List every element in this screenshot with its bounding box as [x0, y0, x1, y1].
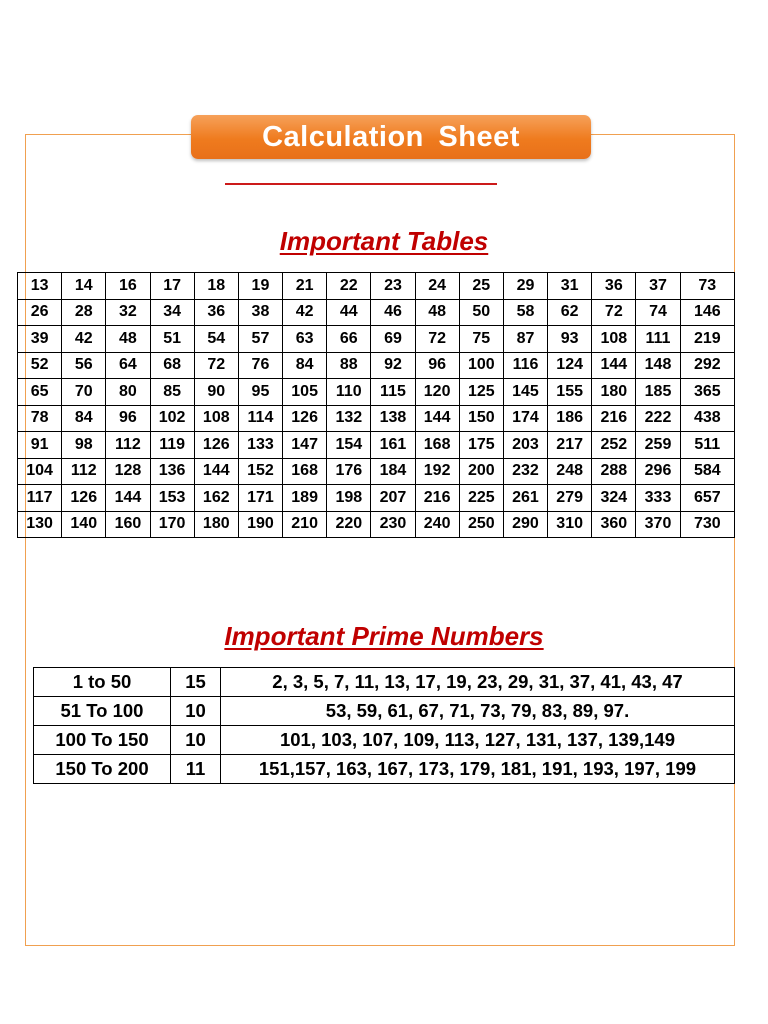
table-cell: 92: [371, 352, 415, 379]
table-cell: 68: [150, 352, 194, 379]
table-cell: 37: [636, 273, 680, 300]
table-cell: 133: [238, 432, 282, 459]
table-cell: 38: [238, 299, 282, 326]
table-cell: 144: [415, 405, 459, 432]
table-cell: 155: [548, 379, 592, 406]
prime-range-row: [34, 755, 735, 784]
table-cell: 126: [194, 432, 238, 459]
table-cell: 52: [18, 352, 62, 379]
table-cell: 100: [459, 352, 503, 379]
table-cell: 125: [459, 379, 503, 406]
table-cell: 104: [18, 458, 62, 485]
table-cell: 657: [680, 485, 734, 512]
table-cell: 96: [106, 405, 150, 432]
table-cell: 25: [459, 273, 503, 300]
table-cell: 63: [283, 326, 327, 353]
table-cell: 14: [62, 273, 106, 300]
table-cell: 62: [548, 299, 592, 326]
table-cell: 117: [18, 485, 62, 512]
page-title: Calculation Sheet: [262, 120, 520, 153]
table-cell: 186: [548, 405, 592, 432]
prime-numbers-table: [33, 667, 735, 784]
table-cell: 128: [106, 458, 150, 485]
table-cell: 48: [106, 326, 150, 353]
table-cell: 73: [680, 273, 734, 300]
table-cell: 91: [18, 432, 62, 459]
table-cell: 108: [592, 326, 636, 353]
table-row: [18, 326, 735, 353]
count-cell: 10: [171, 726, 221, 755]
table-cell: 23: [371, 273, 415, 300]
table-cell: 180: [194, 511, 238, 538]
primes-list-cell: 2, 3, 5, 7, 11, 13, 17, 19, 23, 29, 31, 37, 41, 43, 47: [221, 668, 735, 697]
primes-heading: Important Prime Numbers: [224, 621, 544, 651]
table-cell: 120: [415, 379, 459, 406]
table-cell: 85: [150, 379, 194, 406]
table-cell: 438: [680, 405, 734, 432]
table-cell: 21: [283, 273, 327, 300]
table-cell: 72: [592, 299, 636, 326]
table-cell: 144: [106, 485, 150, 512]
prime-range-row: [34, 697, 735, 726]
table-cell: 98: [62, 432, 106, 459]
table-cell: 112: [106, 432, 150, 459]
page-title-banner: [191, 115, 591, 159]
table-row: [18, 273, 735, 300]
table-cell: 185: [636, 379, 680, 406]
table-cell: 145: [503, 379, 547, 406]
table-cell: 84: [283, 352, 327, 379]
table-cell: 170: [150, 511, 194, 538]
table-cell: 279: [548, 485, 592, 512]
count-cell: 11: [171, 755, 221, 784]
table-cell: 88: [327, 352, 371, 379]
count-cell: 10: [171, 697, 221, 726]
table-cell: 161: [371, 432, 415, 459]
table-cell: 130: [18, 511, 62, 538]
table-cell: 138: [371, 405, 415, 432]
table-cell: 225: [459, 485, 503, 512]
table-row: [18, 379, 735, 406]
table-cell: 292: [680, 352, 734, 379]
table-cell: 360: [592, 511, 636, 538]
table-cell: 29: [503, 273, 547, 300]
table-cell: 192: [415, 458, 459, 485]
table-cell: 31: [548, 273, 592, 300]
table-cell: 154: [327, 432, 371, 459]
table-cell: 162: [194, 485, 238, 512]
table-cell: 22: [327, 273, 371, 300]
table-cell: 74: [636, 299, 680, 326]
table-cell: 290: [503, 511, 547, 538]
table-cell: 222: [636, 405, 680, 432]
table-cell: 39: [18, 326, 62, 353]
table-cell: 95: [238, 379, 282, 406]
table-cell: 216: [415, 485, 459, 512]
table-cell: 56: [62, 352, 106, 379]
range-cell: 150 To 200: [34, 755, 171, 784]
table-cell: 28: [62, 299, 106, 326]
table-cell: 198: [327, 485, 371, 512]
table-cell: 216: [592, 405, 636, 432]
table-cell: 90: [194, 379, 238, 406]
table-row: [18, 432, 735, 459]
table-cell: 152: [238, 458, 282, 485]
table-cell: 36: [592, 273, 636, 300]
table-cell: 19: [238, 273, 282, 300]
table-cell: 511: [680, 432, 734, 459]
table-cell: 296: [636, 458, 680, 485]
table-cell: 168: [415, 432, 459, 459]
table-cell: 80: [106, 379, 150, 406]
table-cell: 54: [194, 326, 238, 353]
table-cell: 57: [238, 326, 282, 353]
table-cell: 232: [503, 458, 547, 485]
table-cell: 69: [371, 326, 415, 353]
table-cell: 87: [503, 326, 547, 353]
table-row: [18, 511, 735, 538]
primes-list-cell: 101, 103, 107, 109, 113, 127, 131, 137, 139,149: [221, 726, 735, 755]
table-cell: 93: [548, 326, 592, 353]
table-cell: 70: [62, 379, 106, 406]
table-cell: 171: [238, 485, 282, 512]
table-cell: 51: [150, 326, 194, 353]
table-cell: 72: [194, 352, 238, 379]
table-cell: 310: [548, 511, 592, 538]
table-cell: 44: [327, 299, 371, 326]
table-cell: 58: [503, 299, 547, 326]
table-cell: 105: [283, 379, 327, 406]
table-cell: 102: [150, 405, 194, 432]
multiplication-table: [17, 272, 735, 538]
table-cell: 324: [592, 485, 636, 512]
range-cell: 1 to 50: [34, 668, 171, 697]
table-cell: 78: [18, 405, 62, 432]
table-cell: 34: [150, 299, 194, 326]
table-cell: 18: [194, 273, 238, 300]
table-cell: 136: [150, 458, 194, 485]
table-cell: 13: [18, 273, 62, 300]
table-cell: 16: [106, 273, 150, 300]
table-cell: 36: [194, 299, 238, 326]
table-cell: 190: [238, 511, 282, 538]
table-cell: 584: [680, 458, 734, 485]
table-row: [18, 485, 735, 512]
title-underline-rule: [225, 183, 497, 185]
table-cell: 75: [459, 326, 503, 353]
table-cell: 259: [636, 432, 680, 459]
table-cell: 203: [503, 432, 547, 459]
table-cell: 144: [592, 352, 636, 379]
table-cell: 126: [62, 485, 106, 512]
table-cell: 146: [680, 299, 734, 326]
table-cell: 207: [371, 485, 415, 512]
table-cell: 240: [415, 511, 459, 538]
table-row: [18, 299, 735, 326]
table-cell: 24: [415, 273, 459, 300]
table-cell: 333: [636, 485, 680, 512]
table-cell: 144: [194, 458, 238, 485]
table-cell: 108: [194, 405, 238, 432]
prime-range-row: [34, 668, 735, 697]
table-cell: 148: [636, 352, 680, 379]
table-cell: 153: [150, 485, 194, 512]
range-cell: 51 To 100: [34, 697, 171, 726]
table-cell: 42: [283, 299, 327, 326]
table-cell: 147: [283, 432, 327, 459]
table-cell: 220: [327, 511, 371, 538]
table-cell: 76: [238, 352, 282, 379]
table-row: [18, 352, 735, 379]
table-cell: 48: [415, 299, 459, 326]
table-cell: 114: [238, 405, 282, 432]
table-cell: 119: [150, 432, 194, 459]
table-cell: 210: [283, 511, 327, 538]
table-cell: 115: [371, 379, 415, 406]
primes-list-cell: 151,157, 163, 167, 173, 179, 181, 191, 193, 197, 199: [221, 755, 735, 784]
table-row: [18, 458, 735, 485]
table-cell: 110: [327, 379, 371, 406]
table-cell: 261: [503, 485, 547, 512]
table-cell: 219: [680, 326, 734, 353]
table-cell: 180: [592, 379, 636, 406]
table-cell: 250: [459, 511, 503, 538]
table-cell: 370: [636, 511, 680, 538]
count-cell: 15: [171, 668, 221, 697]
table-cell: 46: [371, 299, 415, 326]
table-cell: 26: [18, 299, 62, 326]
table-cell: 160: [106, 511, 150, 538]
table-cell: 72: [415, 326, 459, 353]
table-cell: 252: [592, 432, 636, 459]
range-cell: 100 To 150: [34, 726, 171, 755]
tables-heading: Important Tables: [279, 226, 489, 256]
table-row: [18, 405, 735, 432]
primes-list-cell: 53, 59, 61, 67, 71, 73, 79, 83, 89, 97.: [221, 697, 735, 726]
table-cell: 248: [548, 458, 592, 485]
table-cell: 365: [680, 379, 734, 406]
table-cell: 64: [106, 352, 150, 379]
table-cell: 32: [106, 299, 150, 326]
table-cell: 150: [459, 405, 503, 432]
table-cell: 200: [459, 458, 503, 485]
table-cell: 111: [636, 326, 680, 353]
table-cell: 230: [371, 511, 415, 538]
prime-range-row: [34, 726, 735, 755]
table-cell: 42: [62, 326, 106, 353]
table-cell: 132: [327, 405, 371, 432]
table-cell: 730: [680, 511, 734, 538]
table-cell: 217: [548, 432, 592, 459]
table-cell: 175: [459, 432, 503, 459]
table-cell: 184: [371, 458, 415, 485]
table-cell: 288: [592, 458, 636, 485]
table-cell: 50: [459, 299, 503, 326]
table-cell: 124: [548, 352, 592, 379]
table-cell: 116: [503, 352, 547, 379]
table-cell: 112: [62, 458, 106, 485]
table-cell: 17: [150, 273, 194, 300]
table-cell: 176: [327, 458, 371, 485]
table-cell: 189: [283, 485, 327, 512]
table-cell: 174: [503, 405, 547, 432]
table-cell: 126: [283, 405, 327, 432]
table-cell: 140: [62, 511, 106, 538]
table-cell: 96: [415, 352, 459, 379]
table-cell: 168: [283, 458, 327, 485]
table-cell: 65: [18, 379, 62, 406]
table-cell: 66: [327, 326, 371, 353]
table-cell: 84: [62, 405, 106, 432]
